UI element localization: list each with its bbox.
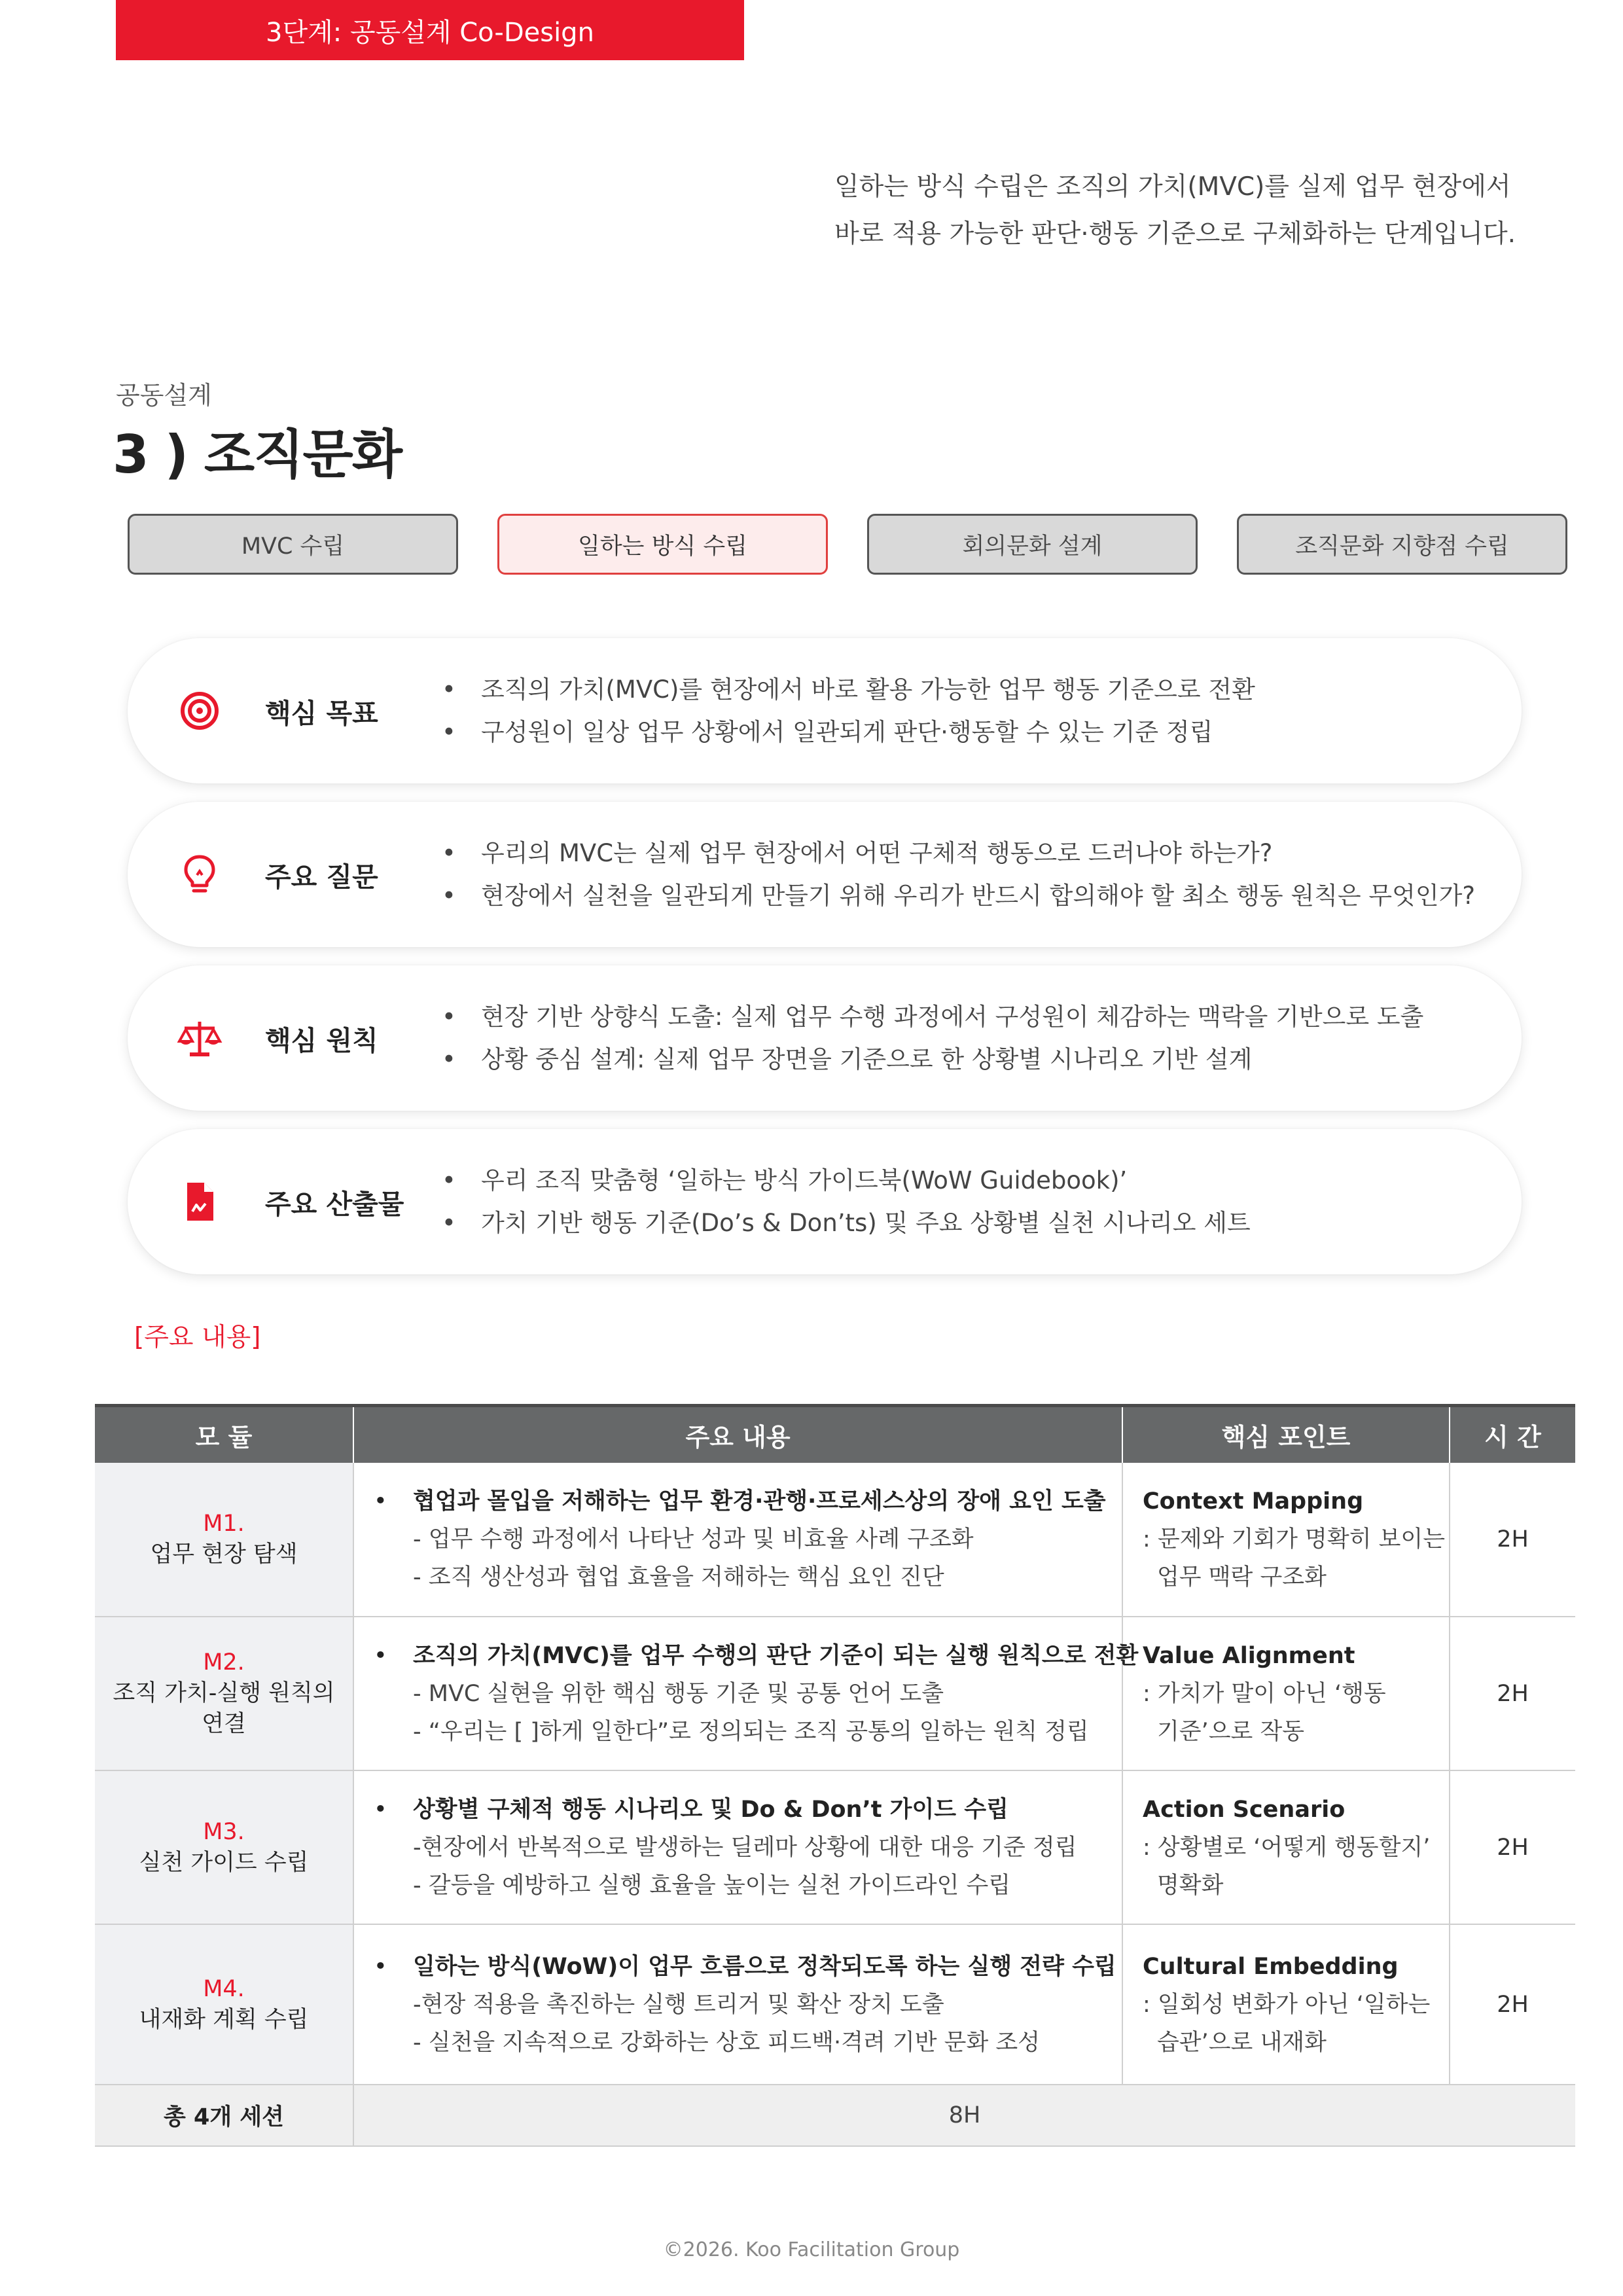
tab-bar — [128, 514, 1571, 576]
card-key-questions — [128, 802, 1522, 947]
time-cell: 2H — [1450, 1924, 1575, 2085]
point-desc: : 가치가 말이 아닌 ‘행동 — [1143, 1680, 1386, 1707]
content-sub: - 갈등을 예방하고 실행 효율을 높이는 실천 가이드라인 수립 — [413, 1872, 1011, 1899]
content-main: • 일하는 방식(WoW)이 업무 흐름으로 정착되도록 하는 실행 전략 수립 — [374, 1948, 1109, 1986]
content-main: • 조직의 가치(MVC)를 업무 수행의 판단 기준이 되는 실행 원칙으로 전환 — [374, 1637, 1109, 1675]
point-cell — [1122, 1770, 1450, 1924]
module-name: 내재화 계획 수립 — [139, 2006, 309, 2033]
table-header-row — [95, 1406, 1575, 1463]
point-cell — [1122, 1463, 1450, 1617]
tab-way-of-working[interactable]: 일하는 방식 수립 — [497, 514, 828, 575]
card-label: 핵심 목표 — [265, 697, 378, 729]
module-name: 조직 가치-실행 원칙의 — [113, 1680, 335, 1706]
tab-meeting-culture[interactable]: 회의문화 설계 — [867, 514, 1198, 575]
intro-line: 바로 적용 가능한 판단·행동 기준으로 구체화하는 단계입니다. — [834, 219, 1516, 249]
card-bullet: • 우리의 MVC는 실제 업무 현장에서 어떤 구체적 행동으로 드러나야 하는가? — [442, 832, 1475, 874]
content-cell — [353, 1617, 1139, 1770]
target-icon — [177, 688, 223, 734]
module-code: M2. — [203, 1649, 245, 1676]
point-title: Action Scenario — [1143, 1796, 1346, 1823]
point-desc: 업무 맥락 구조화 — [1157, 1564, 1327, 1590]
module-name: 실천 가이드 수립 — [139, 1849, 309, 1876]
document-icon — [177, 1179, 223, 1225]
intro-text — [834, 164, 1587, 258]
card-bullets — [442, 638, 1255, 783]
point-desc: 습관’으로 내재화 — [1157, 2029, 1327, 2056]
module-name: 연결 — [202, 1711, 246, 1737]
card-bullets — [442, 802, 1475, 947]
point-title: Cultural Embedding — [1143, 1953, 1399, 1980]
content-sub: - 업무 수행 과정에서 나타난 성과 및 비효율 사례 구조화 — [413, 1526, 974, 1552]
point-desc: 기준’으로 작동 — [1157, 1718, 1305, 1745]
header-module: 모 듈 — [95, 1406, 353, 1463]
header-time: 시 간 — [1450, 1406, 1575, 1463]
card-bullet: • 상황 중심 설계: 실제 업무 장면을 기준으로 한 상황별 시나리오 기반 설계 — [442, 1038, 1423, 1081]
card-key-deliverables — [128, 1129, 1522, 1274]
content-sub: - 조직 생산성과 협업 효율을 저해하는 핵심 요인 진단 — [413, 1564, 944, 1590]
module-code: M4. — [203, 1975, 245, 2002]
point-desc: 명확화 — [1157, 1872, 1224, 1899]
card-bullet: • 현장 기반 상향식 도출: 실제 업무 수행 과정에서 구성원이 체감하는 맥락을 기반으로 도출 — [442, 996, 1423, 1038]
card-bullet: • 현장에서 실천을 일관되게 만들기 위해 우리가 반드시 합의해야 할 최소 행동 원칙은 무엇인가? — [442, 874, 1475, 917]
content-sub: -현장 적용을 촉진하는 실행 트리거 및 확산 장치 도출 — [413, 1991, 944, 2018]
section-title: 3 ) 조직문화 — [113, 424, 402, 485]
table-row — [95, 1770, 1575, 1924]
stage-banner: 3단계: 공동설계 Co-Design — [116, 0, 744, 60]
tab-mvc[interactable]: MVC 수립 — [128, 514, 458, 575]
intro-line: 일하는 방식 수립은 조직의 가치(MVC)를 실제 업무 현장에서 — [834, 172, 1511, 202]
table-row — [95, 1617, 1575, 1770]
card-label: 핵심 원칙 — [265, 1024, 378, 1056]
total-label: 총 4개 세션 — [95, 2085, 353, 2146]
point-title: Context Mapping — [1143, 1488, 1364, 1515]
content-main: • 협업과 몰입을 저해하는 업무 환경·관행·프로세스상의 장애 요인 도출 — [374, 1482, 1109, 1520]
header-content: 주요 내용 — [353, 1406, 1122, 1463]
content-sub: - “우리는 [ ]하게 일한다”로 정의되는 조직 공통의 일하는 원칙 정립 — [413, 1718, 1089, 1745]
card-bullet: • 조직의 가치(MVC)를 현장에서 바로 활용 가능한 업무 행동 기준으로 전환 — [442, 668, 1255, 711]
point-cell — [1122, 1617, 1450, 1770]
card-bullet: • 우리 조직 맞춤형 ‘일하는 방식 가이드북(WoW Guidebook)’ — [442, 1159, 1251, 1202]
time-cell: 2H — [1450, 1463, 1575, 1617]
content-cell — [353, 1463, 1122, 1617]
module-cell — [95, 1617, 353, 1770]
table-row — [95, 1463, 1575, 1617]
total-value: 8H — [353, 2085, 1575, 2146]
card-bullets — [442, 1129, 1251, 1274]
lightbulb-icon — [177, 852, 223, 897]
card-core-principles — [128, 965, 1522, 1111]
module-name: 업무 현장 탐색 — [150, 1541, 298, 1568]
module-cell — [95, 1463, 353, 1617]
content-sub: -현장에서 반복적으로 발생하는 딜레마 상황에 대한 대응 기준 정립 — [413, 1834, 1077, 1861]
card-label: 주요 산출물 — [265, 1188, 404, 1220]
card-bullet: • 가치 기반 행동 기준(Do’s & Don’ts) 및 주요 상황별 실천 시나리오 세트 — [442, 1202, 1251, 1244]
time-cell: 2H — [1450, 1617, 1575, 1770]
point-desc: : 일회성 변화가 아닌 ‘일하는 — [1143, 1991, 1431, 2018]
content-sub: - 실천을 지속적으로 강화하는 상호 피드백·격려 기반 문화 조성 — [413, 2029, 1041, 2056]
card-bullets — [442, 965, 1423, 1111]
table-row — [95, 1924, 1575, 2085]
table-total-row — [95, 2085, 1575, 2146]
time-cell: 2H — [1450, 1770, 1575, 1924]
module-table — [95, 1404, 1575, 2147]
scale-icon — [177, 1015, 223, 1061]
footer-copyright: ©2026. Koo Facilitation Group — [663, 2238, 960, 2261]
module-code: M1. — [203, 1511, 245, 1537]
content-cell — [353, 1924, 1122, 2085]
point-title: Value Alignment — [1143, 1642, 1355, 1669]
card-label: 주요 질문 — [265, 861, 378, 893]
module-cell — [95, 1924, 353, 2085]
module-code: M3. — [203, 1818, 245, 1845]
content-sub: - MVC 실현을 위한 핵심 행동 기준 및 공통 언어 도출 — [413, 1680, 944, 1707]
point-cell — [1122, 1924, 1450, 2085]
card-bullet: • 구성원이 일상 업무 상황에서 일관되게 판단·행동할 수 있는 기준 정립 — [442, 711, 1255, 753]
content-cell — [353, 1770, 1122, 1924]
card-core-goal — [128, 638, 1522, 783]
point-desc: : 문제와 기회가 명확히 보이는 — [1143, 1526, 1446, 1552]
main-content-heading: [주요 내용] — [134, 1323, 261, 1352]
point-desc: : 상황별로 ‘어떻게 행동할지’ — [1143, 1834, 1431, 1861]
module-cell — [95, 1770, 353, 1924]
content-main: • 상황별 구체적 행동 시나리오 및 Do & Don’t 가이드 수립 — [374, 1791, 1109, 1829]
tab-culture-direction[interactable]: 조직문화 지향점 수립 — [1237, 514, 1567, 575]
header-key-point: 핵심 포인트 — [1122, 1406, 1450, 1463]
section-eyebrow: 공동설계 — [116, 381, 212, 410]
